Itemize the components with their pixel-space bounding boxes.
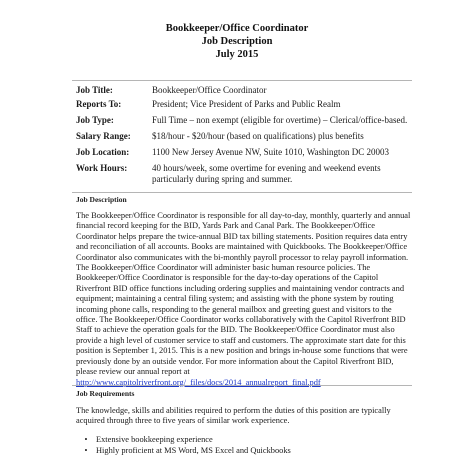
job-description-heading: Job Description	[76, 195, 127, 204]
requirements-list	[76, 434, 406, 456]
field-job-title	[76, 85, 416, 99]
field-value: 40 hours/week, some overtime for evening and weekend events particularly during spring and summer.	[152, 163, 381, 184]
field-label: Job Title:	[76, 85, 113, 95]
annual-report-link[interactable]: http://www.capitolriverfront.org/_files/docs/2014_annualreport_final.pdf	[76, 377, 321, 387]
list-item	[76, 434, 406, 445]
field-reports-to	[76, 99, 416, 115]
field-value: 1100 New Jersey Avenue NW, Suite 1010, Washington DC 20003	[152, 147, 390, 157]
job-description-body: The Bookkeeper/Office Coordinator is responsible for all day-to-day, monthly, quarterly and annual financial record keeping for the BID, Yards Park and Canal Park. The Bookkeeper/Office Coordinator helps prepare the twice-annual BID tax billing statements. Position requires data entry and reconciliation of all accounts. Books are maintained with Quickbooks. The Bookkeeper/Office Coordinator also communicates with the bi-monthly payroll processor to relay payroll information. The Bookkeeper/Office Coordinator will administer basic human resource policies. The Bookkeeper/Office Coordinator is responsible for the day-to-day operations of the Capitol Riverfront BID office functions including ordering supplies and maintaining vendor contracts and equipment; maintaining a central filing system; and assisting with the phone system by routing incoming phone calls, responding to the general mailbox and greeting guest and visitors to the office. The Bookkeeper/Office Coordinator works collaboratively with the Capitol Riverfront BID Staff to achieve the operation goals for the BID. The Bookkeeper/Office Coordinator must also provide a high level of customer service to staff and customers. The approximate start date for this position is September 1, 2015. This is a new position and brings in-house some functions that were previously done by an outside vendor. For more information about the Capitol Riverfront BID, please review our annual report at	[76, 211, 411, 377]
list-item-text: Extensive bookkeeping experience	[96, 435, 213, 444]
field-job-type	[76, 115, 416, 131]
field-job-location	[76, 147, 416, 163]
section-divider	[72, 192, 412, 193]
document-header	[0, 22, 474, 61]
job-description-text	[76, 211, 414, 388]
field-value: Full Time – non exempt (eligible for overtime) – Clerical/office-based.	[152, 115, 408, 125]
field-label: Job Type:	[76, 115, 114, 125]
field-label: Salary Range:	[76, 131, 131, 141]
bullet-icon: •	[84, 435, 88, 444]
job-fields	[76, 85, 416, 185]
field-value: President; Vice President of Parks and Public Realm	[152, 99, 341, 109]
section-divider	[72, 385, 412, 386]
field-work-hours	[76, 163, 416, 185]
document-title: Bookkeeper/Office Coordinator	[165, 23, 309, 34]
job-requirements-text: The knowledge, skills and abilities required to perform the duties of this position are typically acquired through three to five years of similar work experience.	[76, 406, 391, 426]
list-item	[76, 445, 406, 456]
field-value: $18/hour - $20/hour (based on qualifications) plus benefits	[152, 131, 364, 141]
field-label: Work Hours:	[76, 163, 128, 173]
list-item-text: Highly proficient at MS Word, MS Excel and Quickbooks	[96, 446, 291, 455]
field-value: Bookkeeper/Office Coordinator	[152, 85, 267, 95]
field-label: Reports To:	[76, 99, 122, 109]
document-date: July 2015	[215, 49, 259, 60]
field-salary-range	[76, 131, 416, 147]
header-divider	[72, 80, 412, 81]
bullet-icon: •	[84, 446, 88, 455]
job-requirements-heading: Job Requirements	[76, 389, 135, 398]
field-label: Job Location:	[76, 147, 130, 157]
document-subtitle: Job Description	[201, 36, 273, 47]
